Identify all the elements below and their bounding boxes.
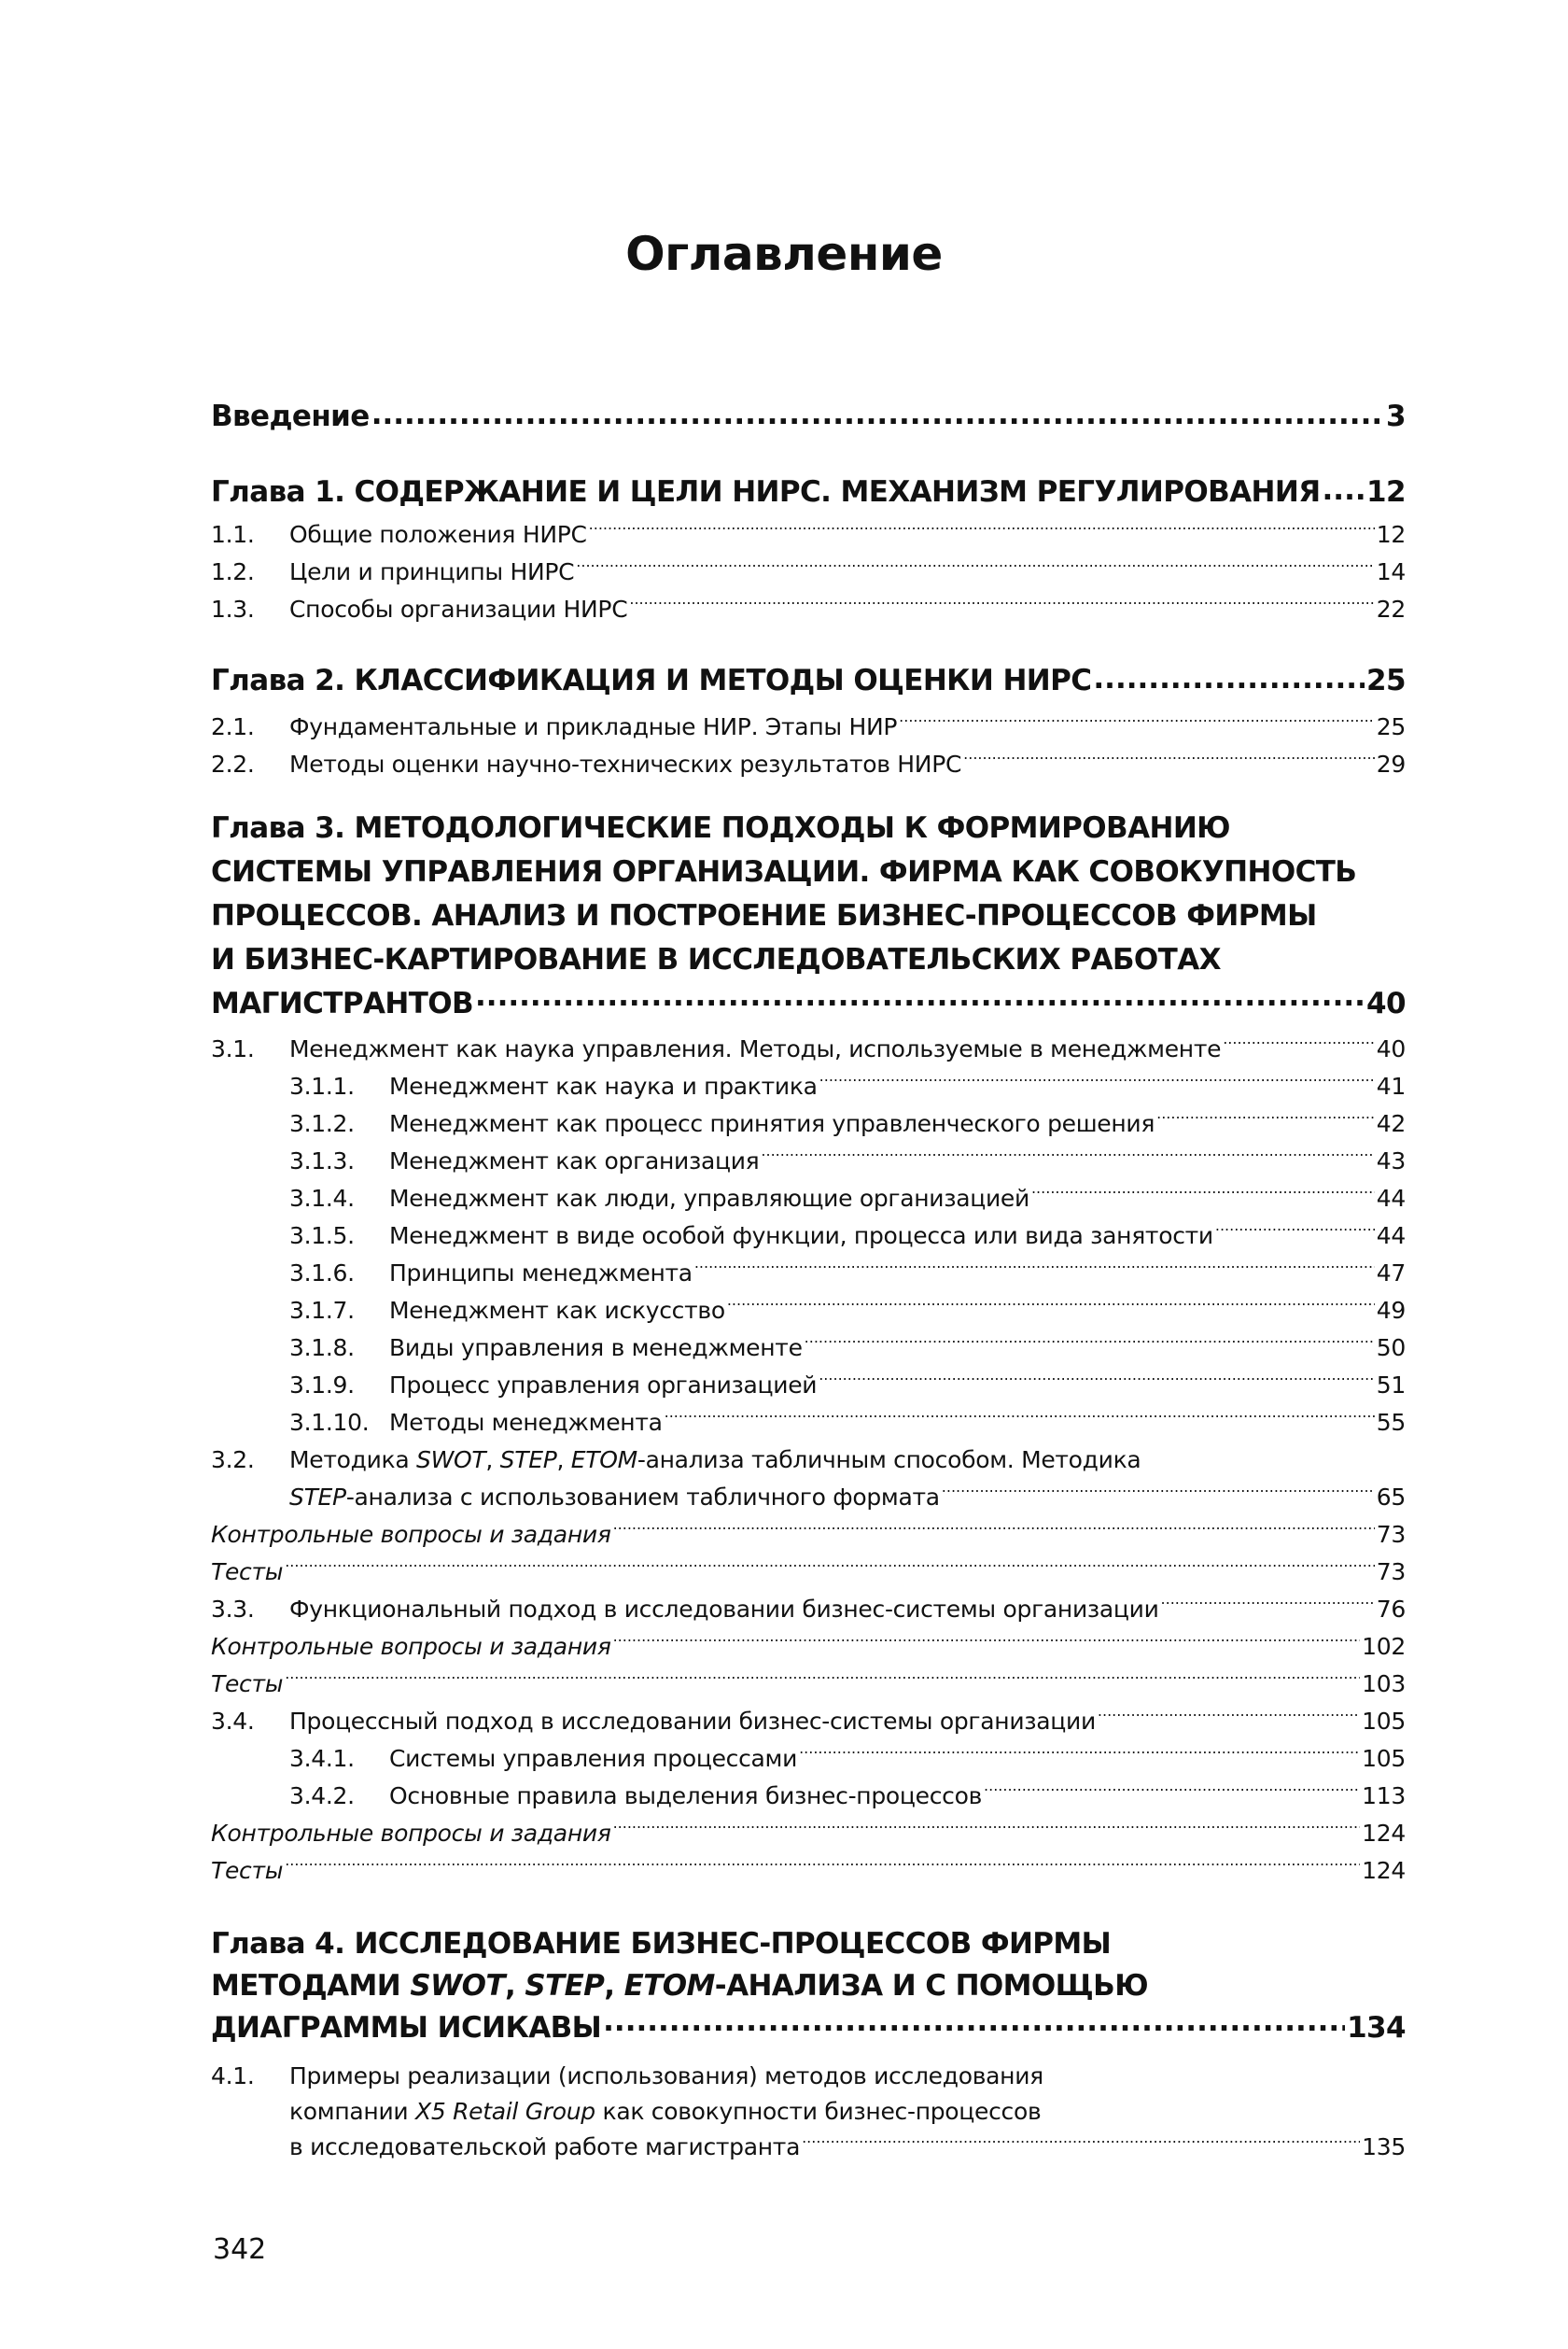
toc-entry[interactable] — [211, 591, 1406, 628]
toc-entry[interactable] — [211, 1105, 1406, 1143]
entry-page: 47 — [1376, 1259, 1406, 1287]
dot-leader — [963, 749, 1375, 772]
entry-number: 3.1.7. — [289, 1297, 355, 1324]
dot-leader — [694, 1258, 1375, 1281]
chapter-page: 25 — [1366, 664, 1406, 697]
entry-number: 3.1.8. — [289, 1334, 355, 1361]
dot-leader — [475, 984, 1365, 1013]
entry-number: 2.2. — [211, 751, 255, 778]
toc-entry[interactable] — [211, 1031, 1406, 1068]
entry-title: Менеджмент в виде особой функции, процесса или вида занятости — [389, 1222, 1213, 1249]
page-title: Оглавление — [625, 227, 943, 281]
entry-number: 3.4.2. — [289, 1782, 355, 1809]
entry-page: 65 — [1376, 1484, 1406, 1511]
entry-number: 3.4. — [211, 1708, 255, 1735]
chapter-title-line — [211, 1965, 1406, 2007]
entry-title-text: -анализа с использованием табличного формата — [345, 1484, 940, 1511]
toc-entry[interactable] — [211, 1404, 1406, 1442]
entry-number: 4.1. — [211, 2062, 255, 2089]
entry-page: 73 — [1376, 1521, 1406, 1548]
dot-leader — [761, 1146, 1374, 1169]
entry-title: Методы оценки научно-технических результатов НИРС — [289, 751, 962, 778]
chapter-title-text: , — [604, 1969, 624, 2003]
dot-leader — [799, 1743, 1360, 1766]
entry-page: 55 — [1376, 1409, 1406, 1436]
chapter-title-text: -АНАЛИЗА И С ПОМОЩЬЮ — [714, 1969, 1148, 2003]
page-number: 342 — [213, 2233, 267, 2266]
entry-page: 73 — [1376, 1558, 1406, 1585]
entry-number: 1.3. — [211, 596, 255, 623]
entry-title: Контрольные вопросы и задания — [211, 1820, 611, 1847]
entry-number: 3.3. — [211, 1596, 255, 1623]
entry-title-italic: ETOM — [570, 1446, 637, 1473]
dot-leader — [1156, 1108, 1375, 1132]
entry-title: Виды управления в менеджменте — [389, 1334, 803, 1361]
toc-entry[interactable] — [211, 516, 1406, 554]
dot-leader — [1098, 1706, 1360, 1729]
entry-title: Тесты — [211, 1670, 284, 1697]
entry-title: Менеджмент как организация — [389, 1147, 760, 1174]
toc-entry-questions[interactable] — [211, 1815, 1406, 1852]
entry-page: 50 — [1376, 1334, 1406, 1361]
entry-number: 3.1.4. — [289, 1185, 355, 1212]
entry-title: Основные правила выделения бизнес-процессов — [389, 1782, 983, 1809]
toc-chapter-1[interactable] — [211, 472, 1406, 509]
dot-leader — [819, 1071, 1375, 1094]
toc-entry-4-1[interactable] — [211, 2059, 1406, 2165]
entry-title-italic: SWOT — [416, 1446, 486, 1473]
toc-entry-tests[interactable] — [211, 1666, 1406, 1703]
toc-entry[interactable] — [211, 1703, 1406, 1740]
entry-page: 3 — [1386, 400, 1406, 433]
entry-page: 49 — [1376, 1297, 1406, 1324]
toc-chapter-2[interactable] — [211, 661, 1406, 697]
chapter-title: Глава 2. КЛАССИФИКАЦИЯ И МЕТОДЫ ОЦЕНКИ НИРС — [211, 664, 1092, 697]
entry-title: Тесты — [211, 1558, 284, 1585]
chapter-title-line: ДИАГРАММЫ ИСИКАВЫ — [211, 2011, 602, 2045]
dot-leader — [1161, 1594, 1375, 1617]
entry-page: 51 — [1376, 1371, 1406, 1399]
entry-title: Менеджмент как наука управления. Методы, используемые в менеджменте — [289, 1035, 1222, 1062]
dot-leader — [1031, 1183, 1375, 1206]
chapter-title-italic: SWOT — [410, 1969, 505, 2003]
toc-entry-questions[interactable] — [211, 1628, 1406, 1666]
toc-entry-intro[interactable] — [211, 397, 1406, 433]
dot-leader — [665, 1407, 1375, 1430]
entry-title-italic: STEP — [499, 1446, 557, 1473]
entry-page: 44 — [1376, 1185, 1406, 1212]
chapter-title-line: И БИЗНЕС-КАРТИРОВАНИЕ В ИССЛЕДОВАТЕЛЬСКИХ РАБОТАХ — [211, 943, 1221, 977]
entry-title: Менеджмент как процесс принятия управленческого решения — [389, 1110, 1155, 1137]
dot-leader — [899, 711, 1375, 735]
entry-title: Процессный подход в исследовании бизнес-системы организации — [289, 1708, 1096, 1735]
entry-page: 102 — [1362, 1633, 1406, 1660]
entry-title: Контрольные вопросы и задания — [211, 1521, 611, 1548]
entry-title: Тесты — [211, 1857, 284, 1884]
entry-title: Общие положения НИРС — [289, 521, 587, 548]
dot-leader — [285, 1855, 1360, 1878]
chapter-page: 134 — [1347, 2011, 1406, 2045]
entry-number: 3.1.2. — [289, 1110, 355, 1137]
entry-page: 76 — [1376, 1596, 1406, 1623]
chapter-page: 12 — [1366, 475, 1406, 509]
toc-entry[interactable] — [211, 1591, 1406, 1628]
dot-leader — [285, 1668, 1360, 1692]
entry-number: 3.1.1. — [289, 1073, 355, 1100]
entry-title-text: в исследовательской работе магистранта — [289, 2133, 801, 2160]
chapter-title-line: ПРОЦЕССОВ. АНАЛИЗ И ПОСТРОЕНИЕ БИЗНЕС-ПРОЦЕССОВ ФИРМЫ — [211, 899, 1317, 933]
entry-page: 22 — [1376, 596, 1406, 623]
chapter-page: 40 — [1366, 987, 1406, 1020]
entry-title: Фундаментальные и прикладные НИР. Этапы НИР — [289, 713, 898, 740]
entry-title: Цели и принципы НИРС — [289, 558, 575, 585]
dot-leader — [1093, 661, 1365, 690]
toc-entry[interactable] — [211, 1217, 1406, 1255]
dot-leader — [603, 2008, 1345, 2037]
entry-page: 105 — [1362, 1745, 1406, 1772]
entry-title: Способы организации НИРС — [289, 596, 628, 623]
entry-page: 124 — [1362, 1820, 1406, 1847]
toc-entry[interactable] — [211, 1143, 1406, 1180]
entry-number: 3.1.5. — [289, 1222, 355, 1249]
toc-entry[interactable] — [211, 1778, 1406, 1815]
entry-page: 135 — [1362, 2133, 1406, 2160]
entry-title: Процесс управления организацией — [389, 1371, 818, 1399]
toc-entry[interactable] — [211, 1255, 1406, 1292]
dot-leader — [371, 397, 1384, 426]
toc-entry[interactable] — [211, 1329, 1406, 1367]
toc-entry[interactable] — [211, 709, 1406, 746]
dot-leader — [942, 1482, 1375, 1505]
chapter-title-text: МЕТОДАМИ — [211, 1969, 411, 2003]
entry-title: Системы управления процессами — [389, 1745, 798, 1772]
toc-entry[interactable] — [211, 1292, 1406, 1329]
entry-title: Менеджмент как искусство — [389, 1297, 725, 1324]
toc-entry-3-2-line2[interactable] — [211, 1479, 1406, 1516]
dot-leader — [285, 1556, 1375, 1580]
dot-leader — [819, 1370, 1375, 1393]
entry-number: 2.1. — [211, 713, 255, 740]
entry-number: 1.1. — [211, 521, 255, 548]
toc-entry[interactable] — [211, 1367, 1406, 1404]
dot-leader — [629, 594, 1374, 617]
chapter-title-italic: ETOM — [623, 1969, 715, 2003]
toc-entry[interactable] — [211, 1740, 1406, 1778]
entry-number: 3.1.3. — [289, 1147, 355, 1174]
chapter-title-line: СИСТЕМЫ УПРАВЛЕНИЯ ОРГАНИЗАЦИИ. ФИРМА КАК СОВОКУПНОСТЬ — [211, 855, 1357, 889]
toc-entry-tests[interactable] — [211, 1554, 1406, 1591]
entry-page: 43 — [1376, 1147, 1406, 1174]
entry-number: 3.1. — [211, 1035, 255, 1062]
toc-entry-questions[interactable] — [211, 1516, 1406, 1554]
dot-leader — [802, 2131, 1360, 2155]
entry-title: Менеджмент как наука и практика — [389, 1073, 818, 1100]
dot-leader — [613, 1818, 1361, 1841]
entry-page: 41 — [1376, 1073, 1406, 1100]
toc-entry-3-2-line1[interactable] — [211, 1442, 1406, 1479]
toc-entry[interactable] — [211, 746, 1406, 783]
toc-chapter-3[interactable] — [211, 807, 1406, 1026]
toc-entry-tests[interactable] — [211, 1852, 1406, 1890]
entry-page: 29 — [1376, 751, 1406, 778]
entry-title-text: Примеры реализации (использования) методов исследования — [289, 2062, 1043, 2089]
entry-title-text: , — [485, 1446, 500, 1473]
entry-title: Контрольные вопросы и задания — [211, 1633, 611, 1660]
toc-entry[interactable] — [211, 1180, 1406, 1217]
entry-title-italic: STEP — [289, 1484, 346, 1511]
toc-entry[interactable] — [211, 1068, 1406, 1105]
entry-page: 40 — [1376, 1035, 1406, 1062]
dot-leader — [1215, 1220, 1375, 1244]
entry-title-text: компании — [289, 2098, 416, 2125]
entry-page: 103 — [1362, 1670, 1406, 1697]
entry-title: Введение — [211, 400, 370, 433]
entry-number: 1.2. — [211, 558, 255, 585]
dot-leader — [613, 1519, 1375, 1542]
entry-number: 3.1.9. — [289, 1371, 355, 1399]
toc-entry[interactable] — [211, 554, 1406, 591]
entry-page: 124 — [1362, 1857, 1406, 1884]
dot-leader — [613, 1631, 1361, 1654]
chapter-title-text: , — [504, 1969, 525, 2003]
entry-number: 3.2. — [211, 1446, 255, 1473]
entry-title-text: , — [556, 1446, 571, 1473]
entry-number: 3.1.6. — [289, 1259, 355, 1287]
entry-number: 3.4.1. — [289, 1745, 355, 1772]
toc-chapter-4[interactable] — [211, 1923, 1406, 2165]
entry-title-text: Методика — [289, 1446, 417, 1473]
entry-title: Методы менеджмента — [389, 1409, 663, 1436]
entry-title-text: как совокупности бизнес-процессов — [595, 2098, 1042, 2125]
dot-leader — [1323, 472, 1365, 501]
chapter-title-line: МАГИСТРАНТОВ — [211, 987, 474, 1020]
dot-leader — [805, 1332, 1375, 1356]
entry-number: 3.1.10. — [289, 1409, 370, 1436]
chapter-title-italic: STEP — [525, 1969, 605, 2003]
entry-page: 105 — [1362, 1708, 1406, 1735]
dot-leader — [1223, 1034, 1375, 1057]
entry-title: Менеджмент как люди, управляющие организацией — [389, 1185, 1029, 1212]
entry-page: 25 — [1376, 713, 1406, 740]
chapter-title: Глава 1. СОДЕРЖАНИЕ И ЦЕЛИ НИРС. МЕХАНИЗМ РЕГУЛИРОВАНИЯ — [211, 475, 1321, 509]
dot-leader — [984, 1780, 1360, 1804]
chapter-title-line: Глава 3. МЕТОДОЛОГИЧЕСКИЕ ПОДХОДЫ К ФОРМИРОВАНИЮ — [211, 811, 1230, 845]
entry-page: 113 — [1362, 1782, 1406, 1809]
entry-page: 14 — [1376, 558, 1406, 585]
entry-title: Принципы менеджмента — [389, 1259, 693, 1287]
dot-leader — [727, 1295, 1375, 1318]
entry-page: 44 — [1376, 1222, 1406, 1249]
entry-page: 12 — [1376, 521, 1406, 548]
chapter-title-line: Глава 4. ИССЛЕДОВАНИЕ БИЗНЕС-ПРОЦЕССОВ ФИРМЫ — [211, 1927, 1112, 1961]
entry-page: 42 — [1376, 1110, 1406, 1137]
dot-leader — [589, 519, 1375, 542]
entry-title-italic: X5 Retail Group — [415, 2098, 595, 2125]
entry-title: Функциональный подход в исследовании бизнес-системы организации — [289, 1596, 1159, 1623]
dot-leader — [576, 556, 1374, 580]
entry-title-text: -анализа табличным способом. Методика — [637, 1446, 1141, 1473]
